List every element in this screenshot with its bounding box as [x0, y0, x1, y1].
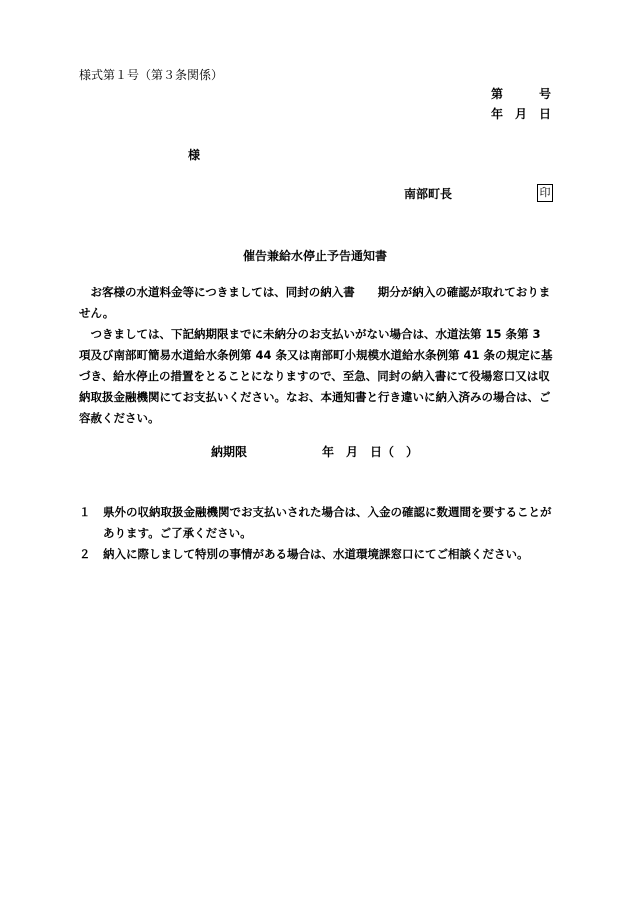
note-number: １	[79, 505, 91, 519]
note-item	[79, 502, 554, 544]
body-paragraph-2: つきましては、下記納期限までに未納分のお支払いがない場合は、水道法第 15 条第 3 項及び南部町簡易水道給水条例第 44 条又は南部町小規模水道給水条例第 41 条の規定に基づき、給水停止の措置をとることになりますので、至急、同封の納入書にて役場窓口又は収納取扱金融機関にてお支払いください。なお、本通知書と行き違いに納入済みの場合は、ご容赦ください。	[79, 327, 553, 425]
form-label: 様式第１号（第３条関係）	[79, 68, 224, 82]
note-text: 納入に際しまして特別の事情がある場合は、水道環境課窓口にてご相談ください。	[103, 547, 529, 561]
document-title: 催告兼給水停止予告通知書	[242, 249, 387, 263]
note-number: ２	[79, 547, 91, 561]
sender-name: 南部町長	[404, 187, 453, 201]
seal-stamp: 印	[537, 184, 553, 202]
body-paragraph-1: お客様の水道料金等につきましては、同封の納入書 期分が納入の確認が取れておりません。	[79, 285, 551, 320]
addressee-suffix: 様	[188, 148, 201, 162]
document-date-line: 年 月 日	[491, 107, 552, 121]
document-number-line: 第 号	[491, 87, 552, 101]
deadline-label: 納期限	[211, 445, 248, 459]
note-text: 県外の収納取扱金融機関でお支払いされた場合は、入金の確認に数週間を要することがあります。ご了承ください。	[103, 505, 552, 540]
note-item	[79, 544, 554, 565]
deadline-date: 年 月 日（ ）	[322, 445, 419, 459]
